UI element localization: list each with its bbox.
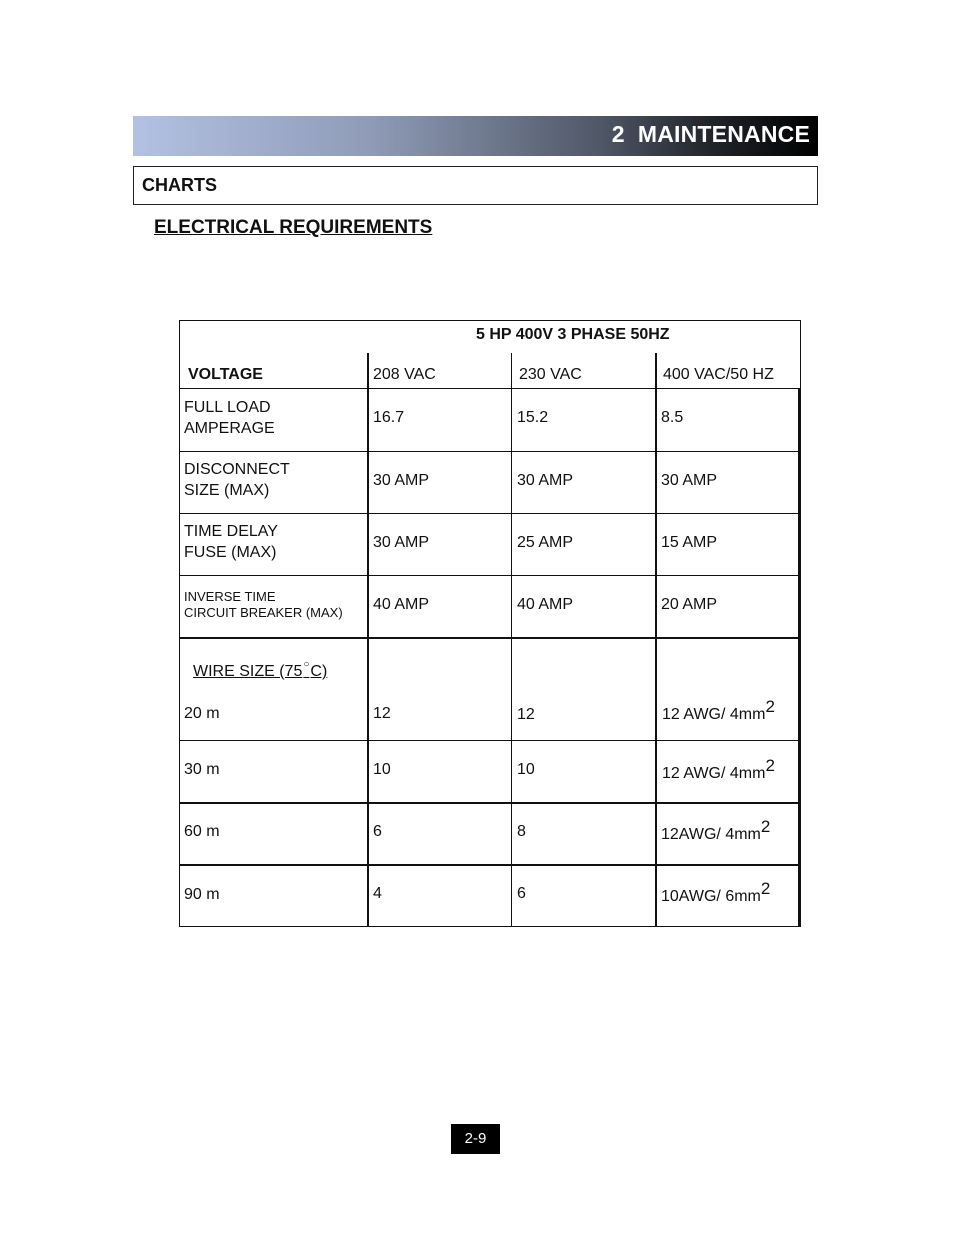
table-cell: 15 AMP [661,534,718,551]
table-cell [661,817,771,845]
row-label: 60 m [184,823,220,840]
row-divider [179,740,801,741]
table-cell [662,756,775,784]
wire-size-heading [193,661,327,684]
table-cell: 10 [373,761,391,778]
column-header: 400 VAC/50 HZ [663,366,774,383]
table-cell: 8.5 [661,409,684,426]
table-cell: 30 AMP [661,472,718,489]
row-divider [179,864,801,866]
column-divider [511,353,512,927]
electrical-requirements-table [179,320,801,927]
table-cell [662,697,775,725]
row-label [184,589,343,621]
right-edge-line [798,388,800,927]
row-label-line: TIME DELAY [184,523,278,540]
superscript: 2 [765,756,775,775]
row-label [184,521,278,563]
wire-gauge-text: 12 AWG/ 4mm [662,765,766,782]
column-divider [655,353,657,927]
wire-gauge-text: 12AWG/ 4mm [661,826,761,843]
row-divider [179,513,801,514]
row-label [184,459,290,501]
row-divider [179,388,801,389]
table-cell: 6 [373,823,382,840]
chapter-title: 2 MAINTENANCE [611,121,810,147]
row-divider [179,637,801,639]
row-label-line: DISCONNECT [184,461,290,478]
table-cell: 40 AMP [517,596,574,613]
wire-size-heading-text: WIRE SIZE (75 [193,663,303,680]
voltage-label: VOLTAGE [188,366,263,383]
table-cell: 12 [517,706,535,723]
table-cell: 40 AMP [373,596,430,613]
superscript: 2 [765,697,775,716]
page-number: 2-9 [451,1124,500,1154]
superscript: 2 [760,879,771,898]
table-cell: 30 AMP [373,534,430,551]
table-cell: 15.2 [517,409,549,426]
table-cell: 16.7 [373,409,405,426]
row-label-line: FUSE (MAX) [184,544,277,561]
section-box [133,166,818,205]
row-label [184,397,275,439]
row-divider [179,575,801,576]
superscript: 2 [760,817,771,836]
row-label-line: FULL LOAD [184,399,271,416]
row-label-line: AMPERAGE [184,420,275,437]
table-cell: 4 [373,885,382,902]
table-cell: 10 [517,761,535,778]
column-divider [367,353,369,927]
wire-gauge-text: 12 AWG/ 4mm [662,706,766,723]
table-cell: 12 [373,705,391,722]
table-title: 5 HP 400V 3 PHASE 50HZ [476,326,670,343]
row-label: 30 m [184,761,220,778]
table-cell: 8 [517,823,526,840]
row-label-line: SIZE (MAX) [184,482,270,499]
wire-gauge-text: 10AWG/ 6mm [661,888,761,905]
row-divider [179,451,801,452]
section-label: CHARTS [142,175,217,195]
table-cell: 25 AMP [517,534,574,551]
row-label: 20 m [184,705,220,722]
degree-symbol: ○ [303,659,310,670]
column-header: 208 VAC [373,366,436,383]
wire-size-heading-unit: C) [310,663,328,680]
column-header: 230 VAC [519,366,582,383]
row-label: 90 m [184,886,220,903]
table-cell: 30 AMP [517,472,574,489]
table-cell: 20 AMP [661,596,718,613]
section-header-bar [133,116,818,156]
row-divider [179,802,801,804]
row-label-line: CIRCUIT BREAKER (MAX) [184,605,343,620]
table-cell [661,879,771,907]
table-cell: 30 AMP [373,472,430,489]
row-label-line: INVERSE TIME [184,589,276,604]
subheading: ELECTRICAL REQUIREMENTS [154,217,433,238]
table-cell: 6 [517,885,526,902]
